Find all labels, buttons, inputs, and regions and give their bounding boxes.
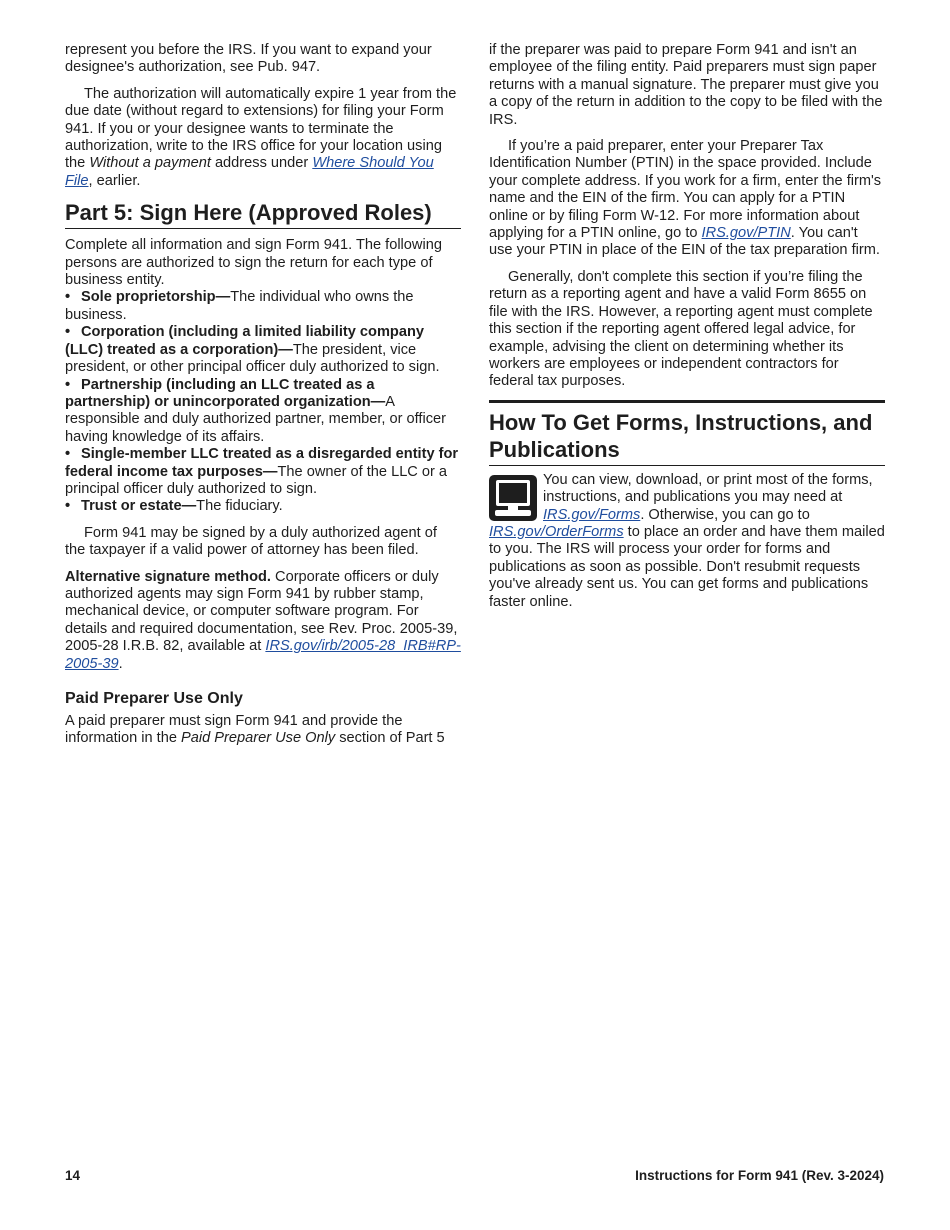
footer-doc-title: Instructions for Form 941 (Rev. 3-2024): [635, 1168, 884, 1183]
list-item: [65, 446, 461, 498]
bullet-term: Partnership (including an LLC treated as a partnership) or unincorporated organization—: [65, 376, 386, 410]
list-item: [65, 377, 461, 447]
bullet-term: Trust or estate—: [81, 498, 197, 515]
ptin-text: If you’re a paid preparer, enter your Preparer Tax Identification Number (PTIN) in the space provided. Include your complete address. If you work for a firm, enter the firm's name and the EIN of the firm. You can apply for a PTIN online or by filing Form W-12. For more information about applying for a PTIN online, go to: [489, 138, 882, 242]
designee-paragraph: represent you before the IRS. If you want to expand your designee's authorization, see Pub. 947.: [65, 42, 432, 76]
where-should-you-file-link[interactable]: Where Should You File: [65, 155, 434, 189]
left-column: [65, 42, 461, 757]
agent-paragraph: Form 941 may be signed by a duly authorized agent of the taxpayer if a valid power of attorney has been filed.: [65, 524, 437, 559]
part5-intro: Complete all information and sign Form 941. The following persons are authorized to sign the return for each type of business entity.: [65, 237, 442, 289]
bullet-term: Sole proprietorship—: [81, 289, 231, 306]
bullet-text: The individual who owns the business.: [65, 289, 414, 323]
bullet-icon: •: [65, 498, 71, 515]
bullet-text: The president, vice president, or other principal officer duly authorized to sign.: [65, 341, 440, 376]
section-divider: [489, 400, 885, 403]
paid-preparer-paragraph: [65, 713, 461, 748]
forms-paragraph: [489, 472, 885, 611]
bullet-text: The fiduciary.: [196, 498, 283, 515]
signer-list: [65, 289, 461, 515]
list-item: [65, 289, 461, 324]
bullet-icon: •: [65, 324, 71, 341]
irs-forms-link[interactable]: IRS.gov/Forms: [543, 506, 641, 523]
list-item: [65, 498, 461, 515]
bullet-icon: •: [65, 376, 71, 393]
bullet-text: The owner of the LLC or a principal officer duly authorized to sign.: [65, 463, 448, 497]
forms-text: You can view, download, or print most of the forms, instructions, and publications you may need at: [543, 471, 873, 506]
forms-heading: How To Get Forms, Instructions, and Publications: [489, 409, 885, 466]
bullet-term: Single-member LLC treated as a disregarded entity for federal income tax purposes—: [65, 446, 459, 480]
expiry-text-2: address under: [210, 155, 313, 172]
ptin-link[interactable]: IRS.gov/PTIN: [701, 225, 791, 242]
alternative-signature-text: Corporate officers or duly authorized agents may sign Form 941 by rubber stamp, mechanical device, or computer software program. For details and required documentation, see Rev. Proc. 2005-39, 2005-28 I.R.B. 82, available at: [65, 568, 458, 655]
bullet-text: A responsible and duly authorized partner, member, or officer having knowledge of its affairs.: [65, 393, 447, 445]
paid-preparer-em: Paid Preparer Use Only: [181, 730, 336, 747]
paid-preparer-text: A paid preparer must sign Form 941 and provide the information in the: [65, 713, 403, 747]
rev-proc-link[interactable]: IRS.gov/irb/2005-28_IRB#RP-2005-39: [65, 638, 461, 672]
bullet-icon: •: [65, 446, 71, 463]
paid-preparer-subheading: Paid Preparer Use Only: [65, 690, 243, 707]
forms-text-3: to place an order and have them mailed to you. The IRS will process your order for forms and publications as soon as possible. Don't resubmit requests you've already sent us. You can get forms and publications faster online.: [489, 523, 885, 610]
expiry-text: The authorization will automatically expire 1 year from the due date (without regard to extensions) for filing your Form 941. If you or your designee wants to terminate the authorization, write to the IRS office for your location using the: [65, 85, 457, 172]
authorization-expiry-paragraph: [65, 86, 461, 190]
paid-preparer-text-2: section of Part 5: [335, 730, 445, 747]
list-item: [65, 324, 461, 376]
reporting-agent-paragraph: Generally, don't complete this section if you’re filing the return as a reporting agent and have a valid Form 8655 on file with the IRS. However, a reporting agent must complete this section if the reporting agent offered legal advice, for example, advising the client on determining whether its workers are employees or independent contractors for federal tax purposes.: [489, 268, 873, 390]
irs-order-forms-link[interactable]: IRS.gov/OrderForms: [489, 523, 624, 540]
page-number: 14: [65, 1168, 81, 1183]
ptin-text-2: . You can't use your PTIN in place of the EIN of the tax preparation firm.: [489, 225, 880, 259]
ptin-paragraph: [489, 138, 885, 260]
right-column: [489, 42, 885, 611]
computer-icon: [489, 475, 537, 521]
alternative-signature-end: .: [118, 655, 123, 672]
preparer-continued-paragraph: if the preparer was paid to prepare Form 941 and isn't an employee of the filing entity. Paid preparers must sign paper returns with a manual signature. The preparer must give you a copy of the return in addition to the copy to be filed with the IRS.: [489, 42, 883, 128]
bullet-term: Corporation (including a limited liability company (LLC) treated as a corporation)—: [65, 324, 424, 358]
alternative-signature-term: Alternative signature method.: [65, 568, 271, 585]
expiry-text-end: , earlier.: [88, 172, 141, 189]
alternative-signature-paragraph: [65, 569, 461, 673]
forms-text-2: . Otherwise, you can go to: [640, 506, 810, 523]
without-payment-em: Without a payment: [89, 155, 211, 172]
bullet-icon: •: [65, 289, 71, 306]
part5-heading: Part 5: Sign Here (Approved Roles): [65, 199, 461, 229]
